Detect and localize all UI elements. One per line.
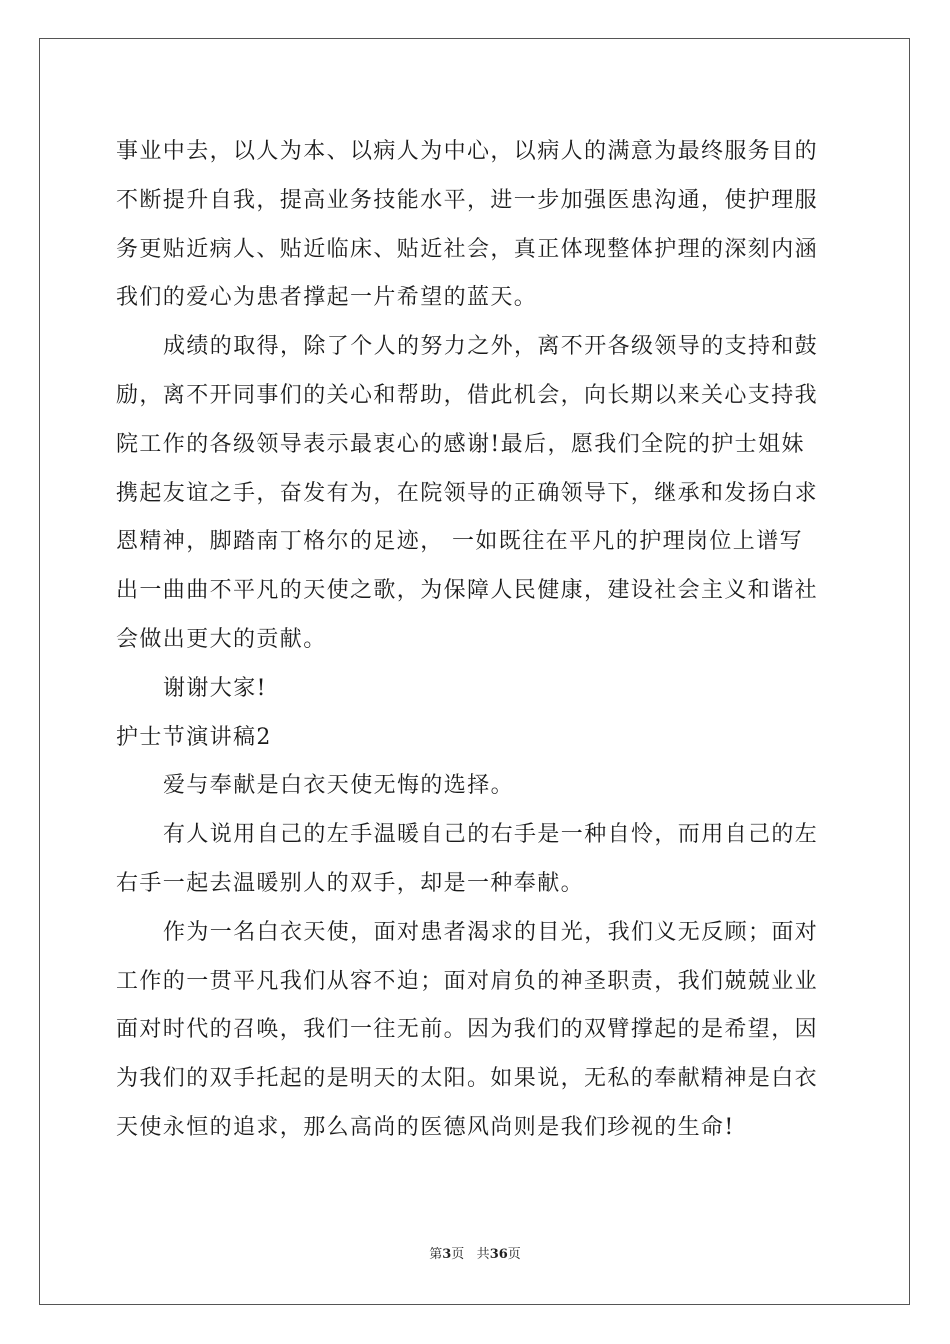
paragraph-start-line: 作为一名白衣天使，面对患者渴求的目光，我们义无反顾；面对 [163, 919, 819, 945]
text-line: 务更贴近病人、贴近临床、贴近社会，真正体现整体护理的深刻内涵 [116, 236, 819, 262]
text-line: 面对时代的召唤，我们一往无前。因为我们的双臂撑起的是希望，因 [116, 1017, 819, 1043]
text-line: 出一曲曲不平凡的天使之歌，为保障人民健康，建设社会主义和谐社 [116, 578, 819, 604]
paragraph-start-line: 爱与奉献是白衣天使无悔的选择。 [163, 773, 515, 799]
total-pages: 36 [489, 1247, 508, 1262]
total-prefix: 共 [476, 1247, 490, 1262]
text-line: 我们的爱心为患者撑起一片希望的蓝天。 [116, 285, 538, 311]
text-line: 携起友谊之手，奋发有为，在院领导的正确领导下，继承和发扬白求 [116, 480, 819, 506]
text-line: 工作的一贯平凡我们从容不迫；面对肩负的神圣职责，我们兢兢业业 [116, 968, 819, 994]
text-line: 恩精神，脚踏南丁格尔的足迹， 一如既往在平凡的护理岗位上谱写 [116, 529, 803, 555]
text-line: 天使永恒的追求，那么高尚的医德风尚则是我们珍视的生命! [116, 1114, 735, 1140]
paragraph-start-line: 有人说用自己的左手温暖自己的右手是一种自怜，而用自己的左 [163, 822, 819, 848]
page-footer [0, 1246, 950, 1264]
text-line: 事业中去，以人为本、以病人为中心，以病人的满意为最终服务目的 [116, 139, 819, 164]
section-heading: 护士节演讲稿2 [116, 724, 272, 750]
page-prefix: 第 [429, 1247, 443, 1262]
text-line: 为我们的双手托起的是明天的太阳。如果说，无私的奉献精神是白衣 [116, 1066, 819, 1092]
text-line: 不断提升自我，提高业务技能水平，进一步加强医患沟通，使护理服 [116, 187, 819, 213]
text-line: 励，离不开同事们的关心和帮助，借此机会，向长期以来关心支持我 [116, 382, 819, 408]
text-line: 右手一起去温暖别人的双手，却是一种奉献。 [116, 870, 585, 896]
text-line: 院工作的各级领导表示最衷心的感谢!最后，愿我们全院的护士姐妹 [116, 431, 805, 457]
document-body [116, 128, 836, 1153]
paragraph-start-line: 成绩的取得，除了个人的努力之外，离不开各级领导的支持和鼓 [163, 334, 819, 360]
text-line: 会做出更大的贡献。 [116, 626, 327, 652]
page-number: 3 [442, 1247, 452, 1262]
total-suffix: 页 [507, 1247, 521, 1262]
page-suffix: 页 [451, 1247, 465, 1262]
closing-line: 谢谢大家! [163, 675, 267, 701]
